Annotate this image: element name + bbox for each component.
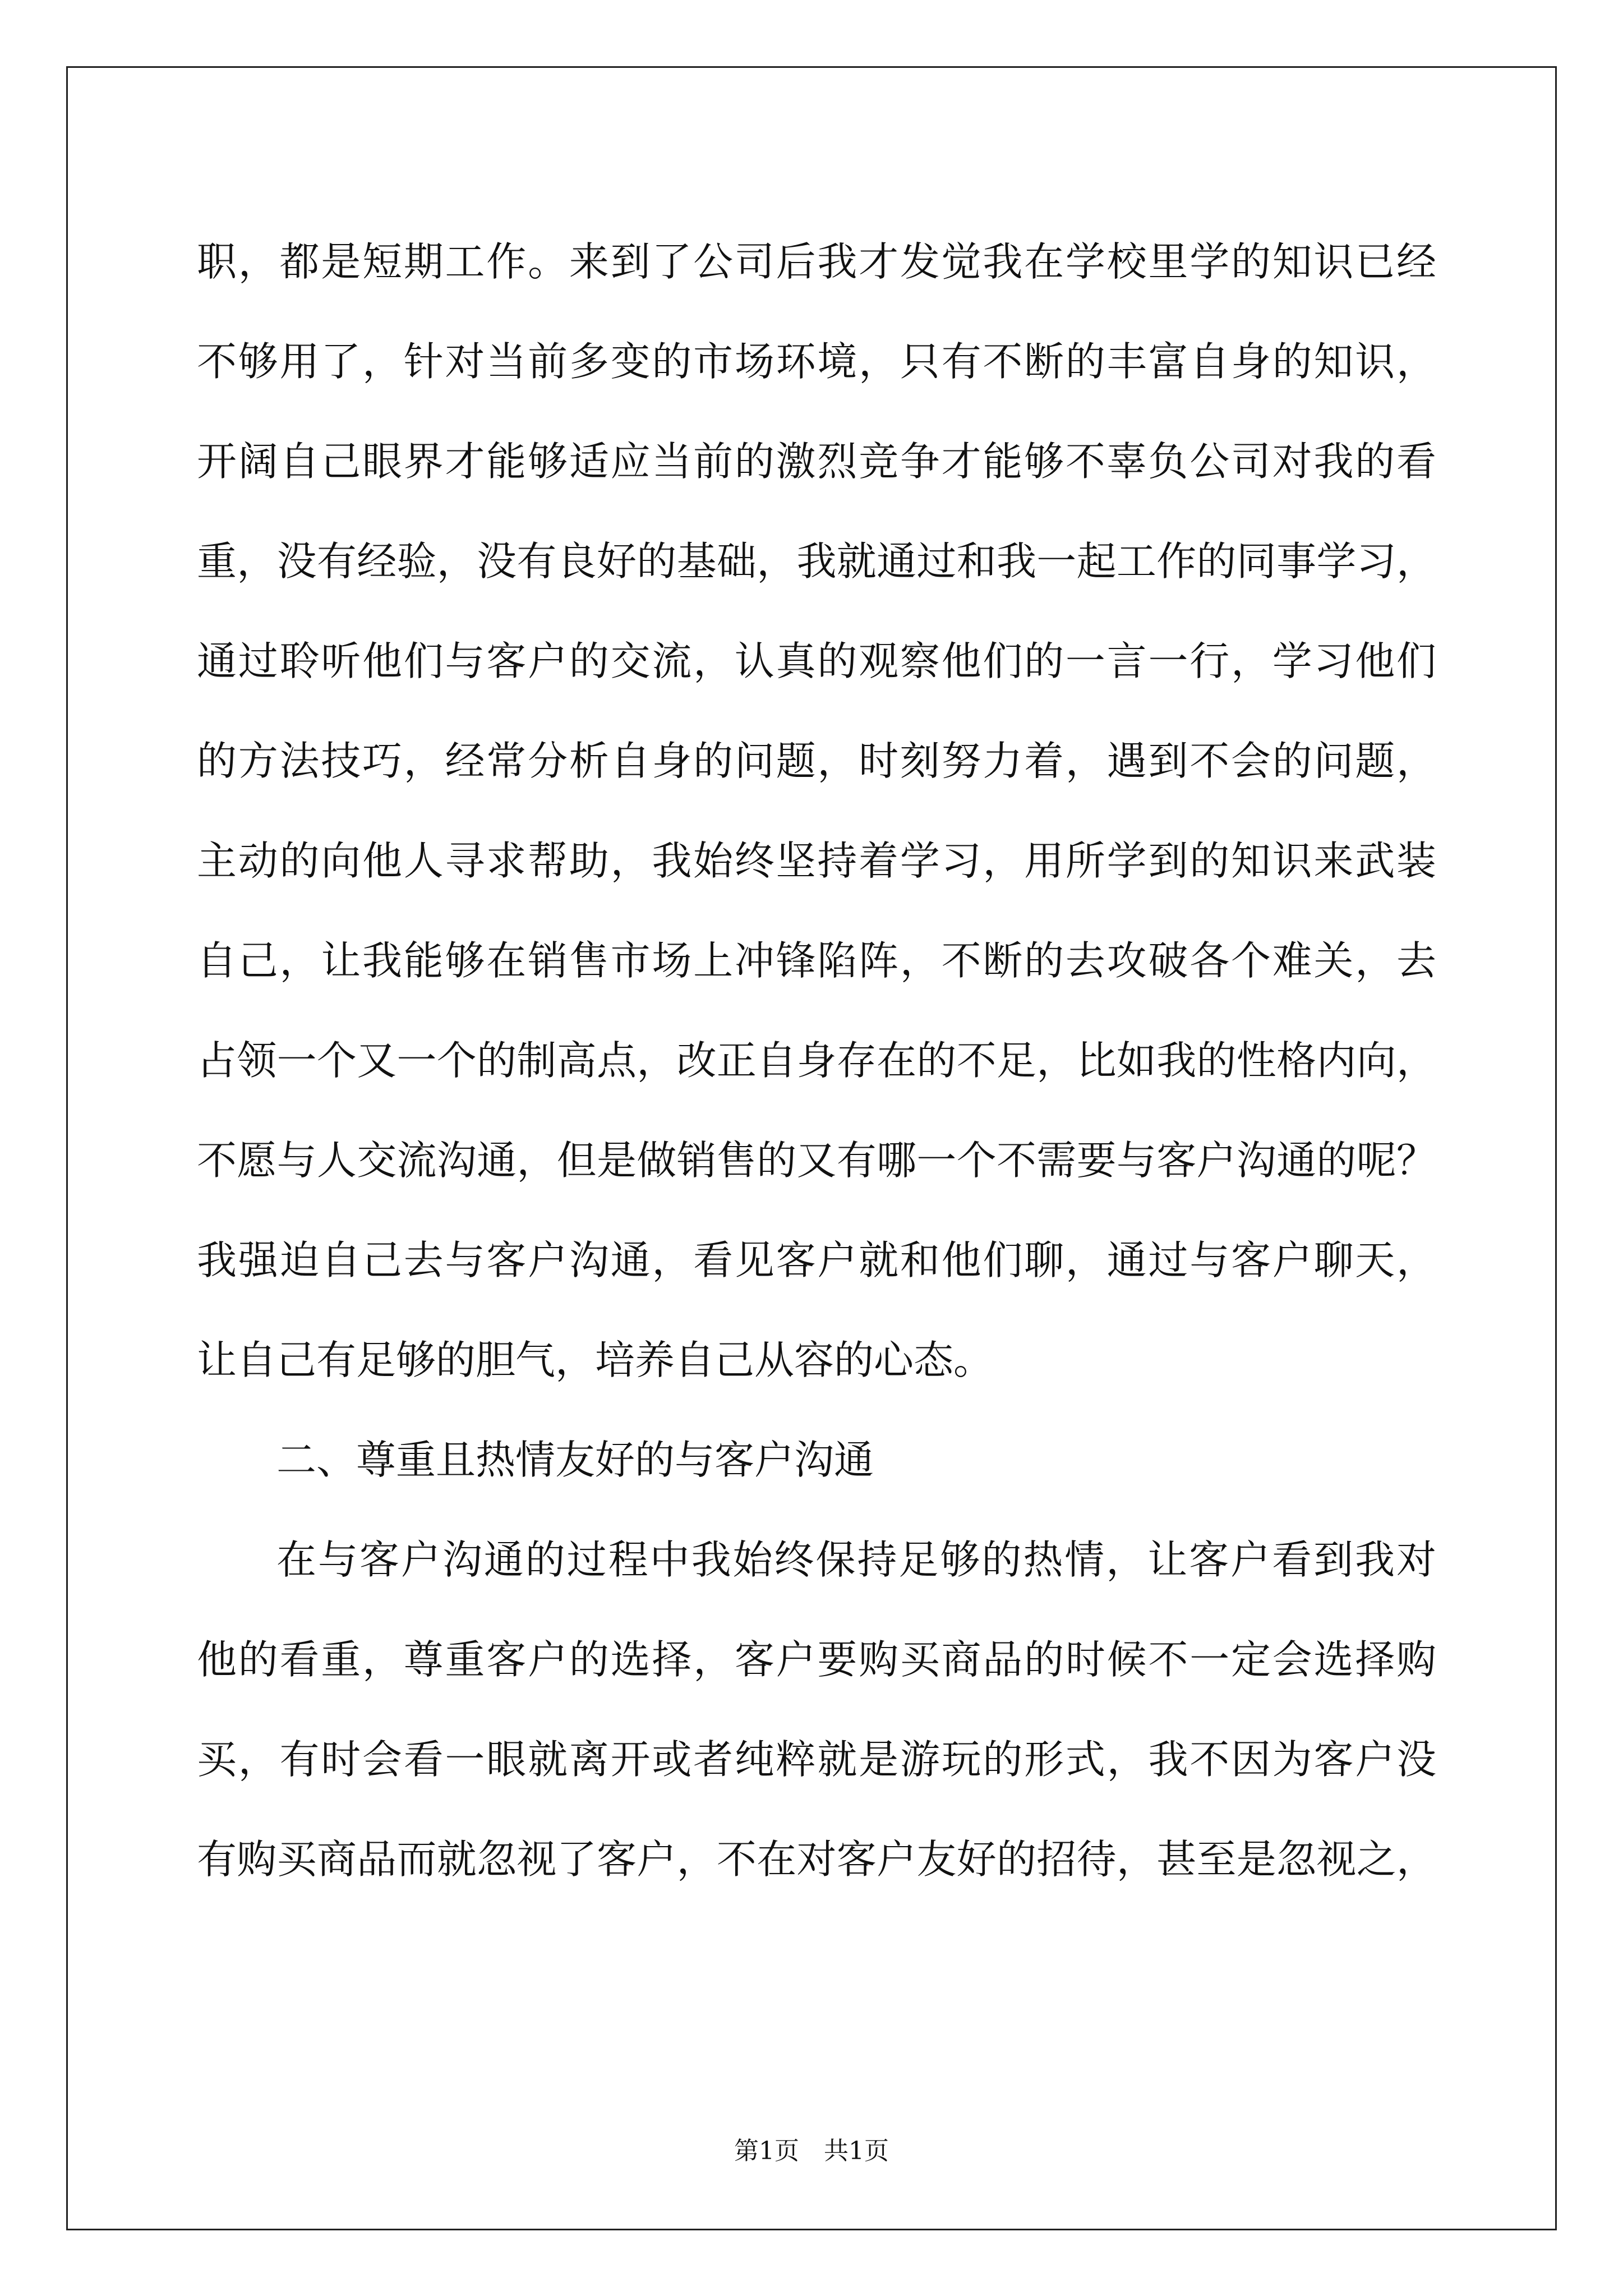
text-line: 主动的向他人寻求帮助，我始终坚持着学习，用所学到的知识来武装 xyxy=(197,838,1436,884)
text-line: 自己，让我能够在销售市场上冲锋陷阵，不断的去攻破各个难关，去 xyxy=(197,937,1436,984)
text-line: 重，没有经验，没有良好的基础，我就通过和我一起工作的同事学习， xyxy=(197,538,1436,585)
document-body xyxy=(197,212,1436,1910)
text-line: 职，都是短期工作。来到了公司后我才发觉我在学校里学的知识已经 xyxy=(197,238,1436,285)
page-number-total: 共1页 xyxy=(824,2137,889,2165)
page-footer xyxy=(0,2131,1623,2166)
text-line: 占领一个又一个的制高点，改正自身存在的不足，比如我的性格内向， xyxy=(197,1037,1436,1084)
text-line: 不够用了，针对当前多变的市场环境，只有不断的丰富自身的知识， xyxy=(197,338,1436,385)
text-line: 通过聆听他们与客户的交流，认真的观察他们的一言一行，学习他们 xyxy=(197,638,1436,684)
text-line: 他的看重，尊重客户的选择，客户要购买商品的时候不一定会选择购 xyxy=(197,1636,1436,1683)
text-line: 有购买商品而就忽视了客户，不在对客户友好的招待，甚至是忽视之， xyxy=(197,1836,1436,1883)
text-line: 买，有时会看一眼就离开或者纯粹就是游玩的形式，我不因为客户没 xyxy=(197,1736,1436,1783)
text-line: 我强迫自己去与客户沟通，看见客户就和他们聊，通过与客户聊天， xyxy=(197,1237,1436,1283)
page-number-current: 第1页 xyxy=(734,2137,799,2165)
text-line: 让自己有足够的胆气，培养自己从容的心态。 xyxy=(197,1337,994,1383)
text-line: 不愿与人交流沟通，但是做销售的又有哪一个不需要与客户沟通的呢？ xyxy=(197,1137,1436,1184)
text-line: 在与客户沟通的过程中我始终保持足够的热情，让客户看到我对 xyxy=(276,1536,1436,1583)
text-line: 的方法技巧，经常分析自身的问题，时刻努力着，遇到不会的问题， xyxy=(197,738,1436,784)
section-heading: 二、尊重且热情友好的与客户沟通 xyxy=(276,1437,874,1483)
text-line: 开阔自己眼界才能够适应当前的激烈竞争才能够不辜负公司对我的看 xyxy=(197,438,1436,485)
